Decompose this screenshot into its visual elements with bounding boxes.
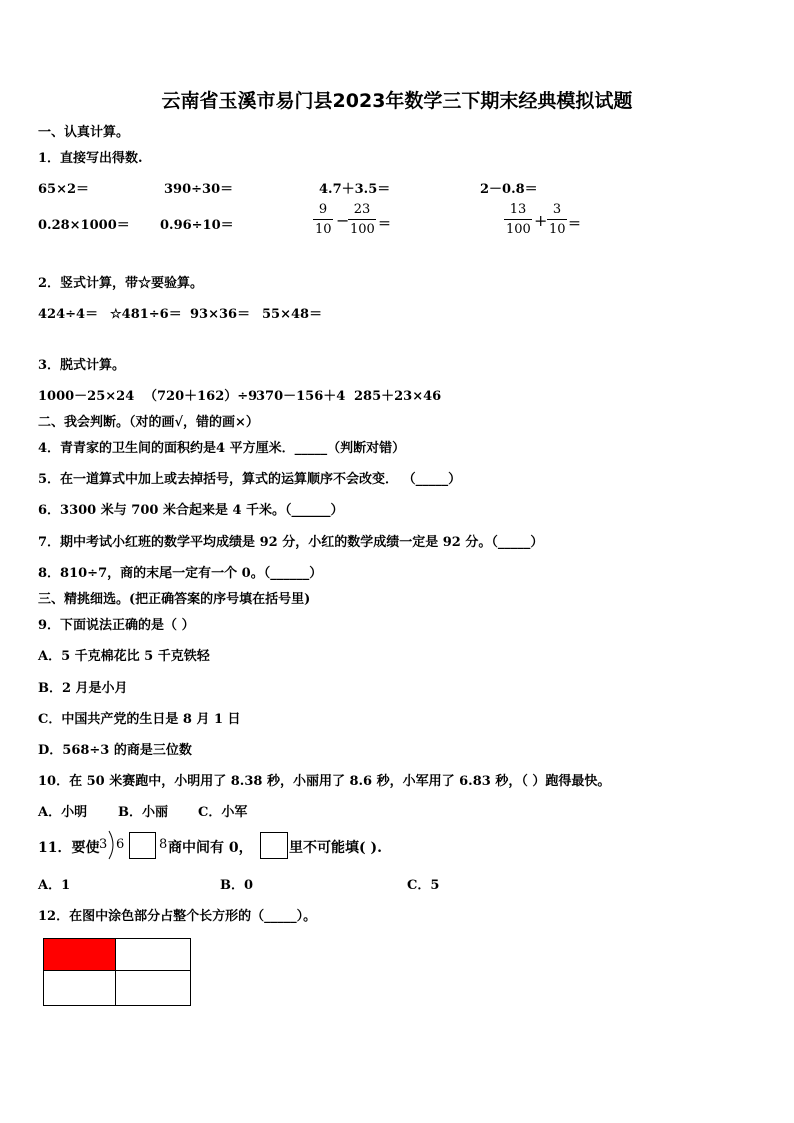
q2-item: ☆481÷6＝ — [110, 307, 182, 322]
q3-item: （720＋162）÷9 — [144, 389, 258, 404]
equals-sign: ＝ — [378, 217, 392, 232]
question-3-label: 3．脱式计算。 — [38, 358, 126, 373]
q3-item: 285＋23×46 — [354, 389, 442, 404]
q1-item: 4.7＋3.5＝ — [319, 182, 391, 197]
q9-option-a: A．5 千克棉花比 5 千克铁轻 — [38, 649, 210, 664]
q2-item: 424÷4＝ — [38, 307, 99, 322]
denominator: 10 — [549, 222, 566, 237]
page-title: 云南省玉溪市易门县2023年数学三下期末经典模拟试题 — [161, 90, 633, 112]
denominator: 100 — [506, 222, 531, 237]
q1-item: 0.96÷10＝ — [160, 218, 234, 233]
q2-item: 93×36＝ — [190, 307, 251, 322]
fraction — [547, 202, 567, 237]
q11-middle-text: 商中间有 0， — [168, 840, 253, 856]
q11-dividend-digit: 8 — [159, 837, 168, 852]
numerator: 13 — [509, 202, 527, 217]
numerator: 9 — [318, 202, 328, 217]
question-1-label: 1．直接写出得数. — [38, 151, 143, 166]
denominator: 10 — [315, 222, 332, 237]
q11-option-c: C．5 — [407, 878, 440, 893]
question-2-label: 2．竖式计算，带☆要验算。 — [38, 276, 204, 291]
section-3-heading: 三、精挑细选。(把正确答案的序号填在括号里) — [38, 592, 311, 607]
q11-dividend-digit: 6 — [116, 837, 125, 852]
rectangle-figure — [43, 938, 191, 1006]
blank-cell — [116, 939, 190, 971]
q10-option-c: C．小军 — [198, 805, 248, 820]
q10-option-a: A．小明 — [38, 805, 88, 820]
q9-option-c: C．中国共产党的生日是 8 月 1 日 — [38, 712, 241, 727]
denominator: 100 — [350, 222, 375, 237]
shaded-cell — [44, 939, 116, 971]
equals-sign: ＝ — [568, 217, 582, 232]
q11-option-b: B．0 — [220, 878, 254, 893]
q3-item: 370－156＋4 — [256, 389, 346, 404]
section-2-heading: 二、我会判断。（对的画√，错的画×） — [38, 415, 259, 430]
q2-item: 55×48＝ — [262, 307, 323, 322]
judge-question: 4．青青家的卫生间的面积约是4 平方厘米．_____（判断对错） — [38, 441, 406, 456]
q10-option-b: B．小丽 — [118, 805, 168, 820]
judge-question: 6．3300 米与 700 米合起来是 4 千米。（______） — [38, 503, 344, 518]
minus-sign: − — [336, 211, 350, 230]
question-9-label: 9．下面说法正确的是（ ） — [38, 618, 195, 633]
judge-question: 7．期中考试小红班的数学平均成绩是 92 分，小红的数学成绩一定是 92 分。（_____） — [38, 535, 544, 550]
question-10-label: 10．在 50 米赛跑中，小明用了 8.38 秒，小丽用了 8.6 秒，小军用了 6.83 秒，（ ）跑得最快。 — [38, 774, 611, 789]
q11-option-a: A．1 — [38, 878, 71, 893]
numerator: 3 — [552, 202, 562, 217]
fraction — [504, 202, 532, 237]
fraction — [348, 202, 376, 237]
q11-divisor: 3 — [99, 837, 108, 852]
fraction — [313, 202, 333, 237]
q11-suffix: 里不可能填( ). — [289, 840, 382, 856]
q11-prefix: 11．要使 — [38, 840, 100, 856]
q1-item: 0.28×1000＝ — [38, 218, 130, 233]
judge-question: 5．在一道算式中加上或去掉括号，算式的运算顺序不会改变． （_____） — [38, 472, 462, 487]
blank-digit-box — [129, 832, 156, 859]
q9-option-b: B．2 月是小月 — [38, 681, 128, 696]
q1-item: 390÷30＝ — [164, 182, 234, 197]
plus-sign: + — [534, 211, 548, 230]
section-1-heading: 一、认真计算。 — [38, 125, 130, 140]
blank-digit-box — [260, 832, 288, 859]
blank-cell — [116, 971, 190, 1005]
judge-question: 8．810÷7，商的末尾一定有一个 0。（______） — [38, 566, 323, 581]
blank-cell — [44, 971, 116, 1005]
q9-option-d: D．568÷3 的商是三位数 — [38, 743, 192, 758]
q3-item: 1000－25×24 — [38, 389, 135, 404]
q1-item: 65×2＝ — [38, 182, 90, 197]
question-12-label: 12．在图中涂色部分占整个长方形的（_____）。 — [38, 909, 317, 924]
q1-item: 2－0.8＝ — [480, 182, 538, 197]
numerator: 23 — [353, 202, 371, 217]
